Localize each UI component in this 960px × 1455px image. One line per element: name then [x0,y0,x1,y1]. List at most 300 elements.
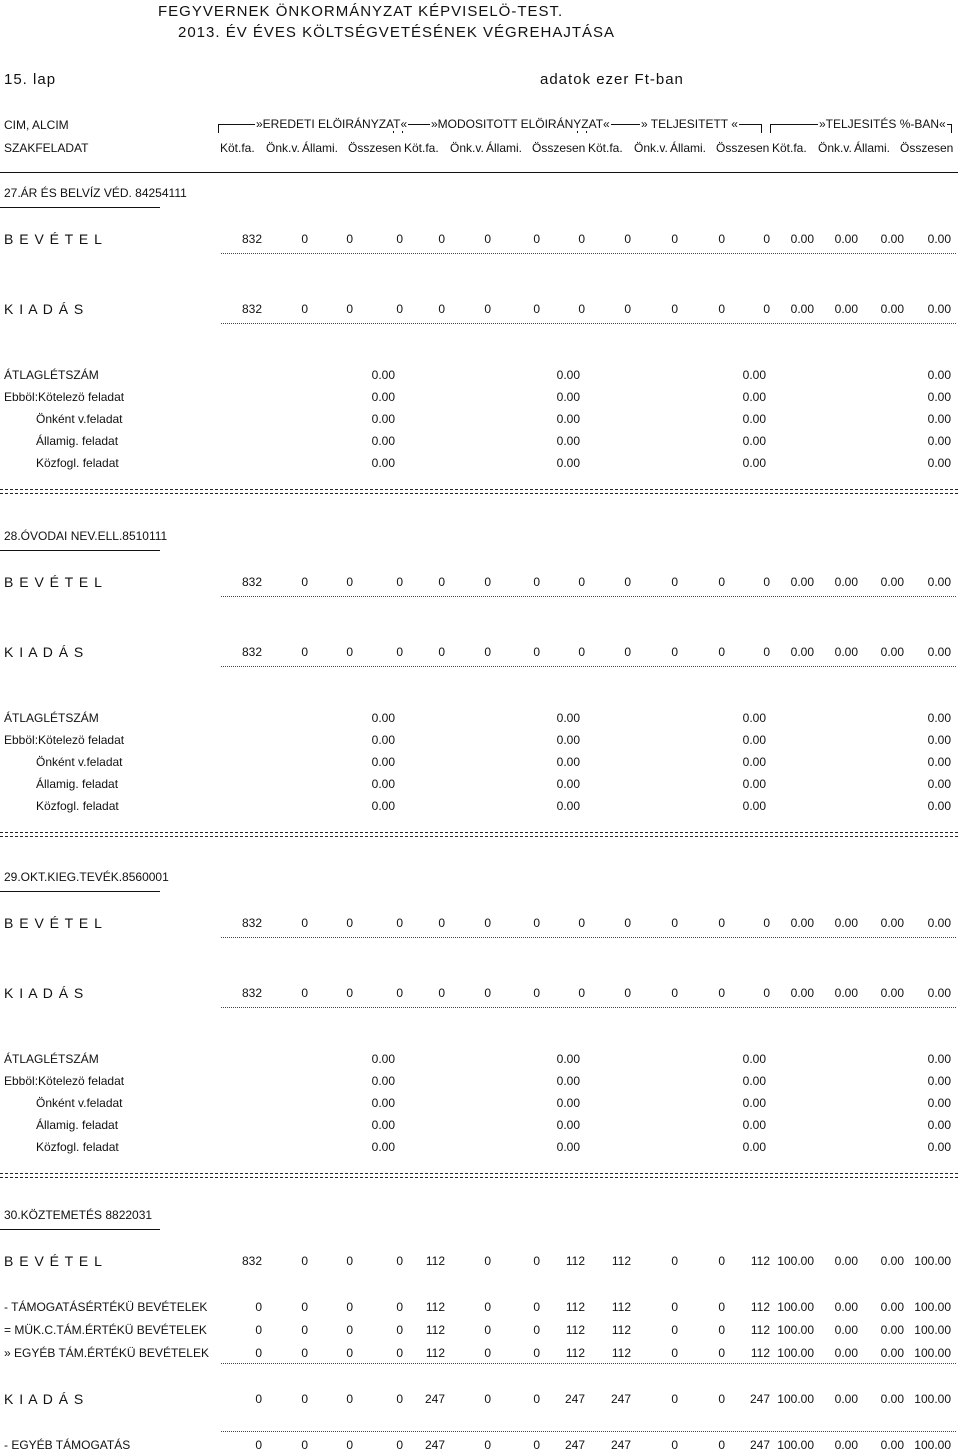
value-cell: 100.00 [777,1392,814,1406]
section-title-underline [0,550,160,551]
value-cell: 0 [671,1346,678,1360]
value-cell: 0 [671,1300,678,1314]
value-cell: 0 [718,986,725,1000]
staff-value: 0.00 [927,1096,951,1110]
report-subtitle: 2013. ÉV ÉVES KÖLTSÉGVETÉSÉNEK VÉGREHAJTÁSA [178,24,616,41]
value-cell: 0 [346,575,353,589]
value-cell: 0 [255,1392,262,1406]
value-cell: 0 [718,1346,725,1360]
value-cell: 0 [671,1438,678,1452]
value-cell: 0 [301,1438,308,1452]
value-cell: 0 [484,575,491,589]
value-cell: 0 [671,1254,678,1268]
staff-value: 0.00 [927,777,951,791]
staff-value: 0.00 [371,733,395,747]
value-cell: 0 [484,1438,491,1452]
value-cell: 0 [718,302,725,316]
staff-value: 0.00 [742,456,766,470]
staff-label: Ebböl:Kötelezö feladat [4,390,125,404]
value-cell: 112 [611,1346,631,1360]
row-dotted-rule [221,596,956,597]
value-cell: 0 [301,575,308,589]
value-cell: 247 [424,1392,445,1406]
staff-value: 0.00 [927,456,951,470]
staff-value: 0.00 [742,1118,766,1132]
value-cell: 0 [301,302,308,316]
column-subheader: Önk.v. [818,141,852,155]
column-subheader: Összesen [348,141,402,155]
section-title: 29.OKT.KIEG.TEVÉK.8560001 [4,870,169,884]
staff-value: 0.00 [371,755,395,769]
value-cell: 100.00 [777,1438,814,1452]
staff-value: 0.00 [927,434,951,448]
value-cell: 0 [396,302,403,316]
value-cell: 0.00 [790,302,814,316]
staff-value: 0.00 [927,1074,951,1088]
value-cell: 0 [438,302,445,316]
value-cell: 0 [624,986,631,1000]
staff-value: 0.00 [742,1096,766,1110]
value-cell: 0.00 [880,232,904,246]
header-rule [0,172,958,173]
row-dotted-rule [221,1363,956,1364]
value-cell: 0 [301,1392,308,1406]
value-cell: 832 [241,575,262,589]
section-separator [0,1173,958,1178]
staff-value: 0.00 [742,799,766,813]
staff-value: 0.00 [927,755,951,769]
staff-value: 0.00 [371,1074,395,1088]
value-cell: 0.00 [880,986,904,1000]
value-cell: 0 [533,575,540,589]
staff-value: 0.00 [742,711,766,725]
column-subheader: Állami. [486,141,523,155]
staff-value: 0.00 [556,1096,580,1110]
value-cell: 832 [241,986,262,1000]
value-cell: 0 [396,645,403,659]
value-cell: 112 [425,1346,445,1360]
staff-value: 0.00 [742,755,766,769]
column-subheader: Önk.v. [634,141,668,155]
value-cell: 0 [671,645,678,659]
value-cell: 0 [671,302,678,316]
staff-value: 0.00 [371,1140,395,1154]
value-cell: 0 [484,1392,491,1406]
value-cell: 0 [396,232,403,246]
value-cell: 100.00 [777,1346,814,1360]
value-cell: 247 [424,1438,445,1452]
value-cell: 0 [438,575,445,589]
value-cell: 0 [438,916,445,930]
column-subheader: Önk.v. [266,141,300,155]
staff-value: 0.00 [927,711,951,725]
row-label-main: K I A D Á S [4,1391,85,1407]
value-cell: 0 [763,575,770,589]
value-cell: 0.00 [927,575,951,589]
section-title: 28.ÓVODAI NEV.ELL.8510111 [4,529,168,543]
value-cell: 0.00 [880,575,904,589]
column-subheader: Állami. [670,141,707,155]
value-cell: 112 [565,1346,585,1360]
row-label-sub: = MÜK.C.TÁM.ÉRTÉKÜ BEVÉTELEK [4,1323,207,1337]
value-cell: 0.00 [790,986,814,1000]
staff-value: 0.00 [556,711,580,725]
value-cell: 0 [533,1346,540,1360]
value-cell: 0 [533,1323,540,1337]
staff-value: 0.00 [556,390,580,404]
staff-value: 0.00 [371,434,395,448]
group-label-teljesitett: » TELJESITETT « [641,117,738,131]
staff-value: 0.00 [556,1052,580,1066]
staff-value: 0.00 [556,1118,580,1132]
staff-label: Közfogl. feladat [36,1140,119,1154]
column-subheader: Köt.fa. [588,141,623,155]
value-cell: 0 [396,1438,403,1452]
staff-value: 0.00 [742,1074,766,1088]
section-title: 30.KÖZTEMETÉS 8822031 [4,1208,153,1222]
staff-value: 0.00 [556,733,580,747]
section-separator [0,489,958,494]
value-cell: 0 [533,916,540,930]
value-cell: 832 [241,1254,262,1268]
value-cell: 0 [346,232,353,246]
value-cell: 0.00 [834,575,858,589]
value-cell: 0 [346,302,353,316]
unit-note: adatok ezer Ft-ban [540,71,684,88]
value-cell: 0 [718,1438,725,1452]
column-subheader: Állami. [854,141,891,155]
staff-value: 0.00 [742,733,766,747]
value-cell: 0 [301,1323,308,1337]
value-cell: 0.00 [790,645,814,659]
column-label-szakfeladat: SZAKFELADAT [4,141,89,155]
value-cell: 100.00 [914,1346,951,1360]
staff-value: 0.00 [556,456,580,470]
value-cell: 247 [564,1392,585,1406]
staff-value: 0.00 [556,1074,580,1088]
value-cell: 112 [750,1346,770,1360]
value-cell: 0 [255,1438,262,1452]
value-cell: 0.00 [834,1392,858,1406]
value-cell: 0.00 [834,645,858,659]
value-cell: 0 [718,232,725,246]
value-cell: 247 [610,1392,631,1406]
value-cell: 0.00 [834,232,858,246]
staff-label-total: ÁTLAGLÉTSZÁM [4,368,99,382]
staff-value: 0.00 [371,711,395,725]
value-cell: 0 [301,1346,308,1360]
value-cell: 247 [564,1438,585,1452]
report-title: FEGYVERNEK ÖNKORMÁNYZAT KÉPVISELÖ-TEST. [158,3,564,20]
value-cell: 0 [484,232,491,246]
column-subheader: Köt.fa. [772,141,807,155]
value-cell: 0 [671,232,678,246]
value-cell: 0 [533,232,540,246]
value-cell: 0 [533,302,540,316]
staff-value: 0.00 [556,755,580,769]
staff-label: Közfogl. feladat [36,799,119,813]
value-cell: 0 [718,1300,725,1314]
value-cell: 112 [425,1300,445,1314]
value-cell: 832 [241,645,262,659]
value-cell: 0 [396,1346,403,1360]
value-cell: 0 [438,645,445,659]
value-cell: 0 [763,302,770,316]
staff-label-total: ÁTLAGLÉTSZÁM [4,1052,99,1066]
value-cell: 0 [346,1438,353,1452]
value-cell: 0 [301,916,308,930]
value-cell: 0.00 [927,645,951,659]
row-label-main: B E V É T E L [4,1253,103,1269]
column-subheader: Összesen [716,141,770,155]
value-cell: 0.00 [880,1323,904,1337]
row-label-main: K I A D Á S [4,985,85,1001]
value-cell: 0 [484,1323,491,1337]
value-cell: 0.00 [834,302,858,316]
value-cell: 100.00 [914,1300,951,1314]
staff-value: 0.00 [371,390,395,404]
value-cell: 0 [671,986,678,1000]
value-cell: 112 [565,1323,585,1337]
value-cell: 0 [396,1300,403,1314]
value-cell: 0 [484,1254,491,1268]
staff-value: 0.00 [556,412,580,426]
row-dotted-rule [221,666,956,667]
staff-value: 0.00 [927,799,951,813]
value-cell: 0 [346,1254,353,1268]
value-cell: 0 [671,1392,678,1406]
value-cell: 0 [346,986,353,1000]
row-label-main: B E V É T E L [4,231,103,247]
staff-value: 0.00 [927,1118,951,1132]
staff-label: Önként v.feladat [36,755,123,769]
staff-value: 0.00 [742,390,766,404]
value-cell: 0 [671,1323,678,1337]
value-cell: 0.00 [834,1323,858,1337]
value-cell: 0 [624,232,631,246]
staff-value: 0.00 [742,1140,766,1154]
value-cell: 247 [749,1438,770,1452]
value-cell: 0 [396,916,403,930]
column-subheader: Állami. [302,141,339,155]
staff-value: 0.00 [742,777,766,791]
staff-value: 0.00 [371,799,395,813]
section-title-underline [0,891,160,892]
value-cell: 100.00 [914,1392,951,1406]
staff-label: Önként v.feladat [36,1096,123,1110]
value-cell: 0 [718,575,725,589]
row-dotted-rule [221,1431,956,1432]
staff-value: 0.00 [927,733,951,747]
value-cell: 0 [718,645,725,659]
staff-value: 0.00 [927,1052,951,1066]
value-cell: 832 [241,916,262,930]
value-cell: 0 [396,1254,403,1268]
value-cell: 0.00 [834,1438,858,1452]
value-cell: 832 [241,302,262,316]
section-title: 27.ÁR ÉS BELVÍZ VÉD. 84254111 [4,186,187,200]
staff-value: 0.00 [371,1118,395,1132]
value-cell: 100.00 [777,1300,814,1314]
column-subheader: Köt.fa. [404,141,439,155]
value-cell: 0 [763,232,770,246]
value-cell: 0 [301,1300,308,1314]
value-cell: 0.00 [880,645,904,659]
value-cell: 0 [255,1300,262,1314]
value-cell: 0 [396,575,403,589]
value-cell: 0 [624,916,631,930]
value-cell: 0.00 [834,916,858,930]
value-cell: 0 [438,232,445,246]
value-cell: 100.00 [777,1254,814,1268]
value-cell: 0 [533,1254,540,1268]
value-cell: 0.00 [790,575,814,589]
staff-value: 0.00 [371,1096,395,1110]
value-cell: 0.00 [880,1254,904,1268]
value-cell: 0 [301,986,308,1000]
staff-label: Közfogl. feladat [36,456,119,470]
row-dotted-rule [221,1007,956,1008]
staff-label: Ebböl:Kötelezö feladat [4,733,125,747]
value-cell: 0 [301,232,308,246]
value-cell: 0 [346,916,353,930]
staff-value: 0.00 [742,434,766,448]
value-cell: 0 [624,302,631,316]
value-cell: 0 [578,986,585,1000]
value-cell: 0 [533,1300,540,1314]
row-label-sub: » EGYÉB TÁM.ÉRTÉKÜ BEVÉTELEK [4,1346,209,1360]
value-cell: 112 [425,1254,445,1268]
value-cell: 0 [718,1392,725,1406]
value-cell: 0.00 [880,1392,904,1406]
group-label-szazalek: »TELJESITÉS %-BAN« [819,117,946,131]
value-cell: 0 [438,986,445,1000]
section-separator [0,832,958,837]
value-cell: 0.00 [834,1346,858,1360]
group-label-eredeti: »EREDETI ELÖIRÁNYZAT« [256,117,408,131]
staff-value: 0.00 [556,777,580,791]
value-cell: 0 [484,645,491,659]
value-cell: 112 [611,1254,631,1268]
row-label-main: B E V É T E L [4,574,103,590]
row-dotted-rule [221,937,956,938]
value-cell: 0.00 [927,232,951,246]
value-cell: 0 [346,1346,353,1360]
value-cell: 0 [346,1300,353,1314]
value-cell: 0 [763,645,770,659]
value-cell: 0 [763,986,770,1000]
value-cell: 0 [718,1254,725,1268]
value-cell: 0 [533,1392,540,1406]
value-cell: 0 [346,645,353,659]
column-subheader: Köt.fa. [220,141,255,155]
staff-label: Államig. feladat [36,434,119,448]
value-cell: 0.00 [790,232,814,246]
value-cell: 112 [750,1323,770,1337]
column-subheader: Összesen [900,141,954,155]
value-cell: 112 [565,1300,585,1314]
value-cell: 0 [763,916,770,930]
value-cell: 0 [671,916,678,930]
value-cell: 112 [611,1323,631,1337]
value-cell: 0.00 [834,986,858,1000]
value-cell: 0.00 [927,916,951,930]
row-dotted-rule [221,253,956,254]
value-cell: 0 [484,302,491,316]
value-cell: 0.00 [880,916,904,930]
staff-value: 0.00 [556,434,580,448]
value-cell: 0 [533,1438,540,1452]
value-cell: 0 [346,1392,353,1406]
value-cell: 0.00 [834,1300,858,1314]
value-cell: 0.00 [880,1300,904,1314]
value-cell: 0.00 [927,986,951,1000]
row-label-main: B E V É T E L [4,915,103,931]
value-cell: 247 [749,1392,770,1406]
value-cell: 0 [346,1323,353,1337]
value-cell: 0 [484,986,491,1000]
value-cell: 247 [610,1438,631,1452]
value-cell: 0 [578,302,585,316]
value-cell: 0 [718,916,725,930]
staff-label: Ebböl:Kötelezö feladat [4,1074,125,1088]
value-cell: 0 [578,916,585,930]
value-cell: 0 [578,575,585,589]
row-dotted-rule [221,323,956,324]
section-title-underline [0,1229,160,1230]
value-cell: 112 [750,1254,770,1268]
group-label-modositott: »MODOSITOTT ELÖIRÁNYZAT« [431,117,610,131]
staff-value: 0.00 [556,799,580,813]
staff-label-total: ÁTLAGLÉTSZÁM [4,711,99,725]
staff-value: 0.00 [371,412,395,426]
value-cell: 100.00 [914,1323,951,1337]
value-cell: 0 [671,575,678,589]
page-number: 15. lap [4,71,57,88]
staff-value: 0.00 [742,368,766,382]
section-title-underline [0,207,160,208]
value-cell: 0 [301,645,308,659]
value-cell: 100.00 [914,1254,951,1268]
value-cell: 0 [255,1346,262,1360]
value-cell: 0.00 [790,916,814,930]
staff-value: 0.00 [927,1140,951,1154]
value-cell: 0.00 [880,1346,904,1360]
value-cell: 0 [533,986,540,1000]
value-cell: 112 [750,1300,770,1314]
value-cell: 0 [255,1323,262,1337]
staff-value: 0.00 [556,1140,580,1154]
value-cell: 0.00 [880,1438,904,1452]
value-cell: 0 [718,1323,725,1337]
value-cell: 0.00 [834,1254,858,1268]
value-cell: 0.00 [880,302,904,316]
value-cell: 0 [578,232,585,246]
staff-label: Államig. feladat [36,1118,119,1132]
value-cell: 112 [611,1300,631,1314]
value-cell: 0.00 [927,302,951,316]
value-cell: 0 [396,1323,403,1337]
value-cell: 0 [624,575,631,589]
column-label-cim: CIM, ALCIM [4,118,69,132]
column-subheader: Önk.v. [450,141,484,155]
value-cell: 0 [484,1300,491,1314]
staff-value: 0.00 [927,412,951,426]
staff-label: Önként v.feladat [36,412,123,426]
staff-value: 0.00 [742,412,766,426]
value-cell: 0 [624,645,631,659]
value-cell: 0 [533,645,540,659]
